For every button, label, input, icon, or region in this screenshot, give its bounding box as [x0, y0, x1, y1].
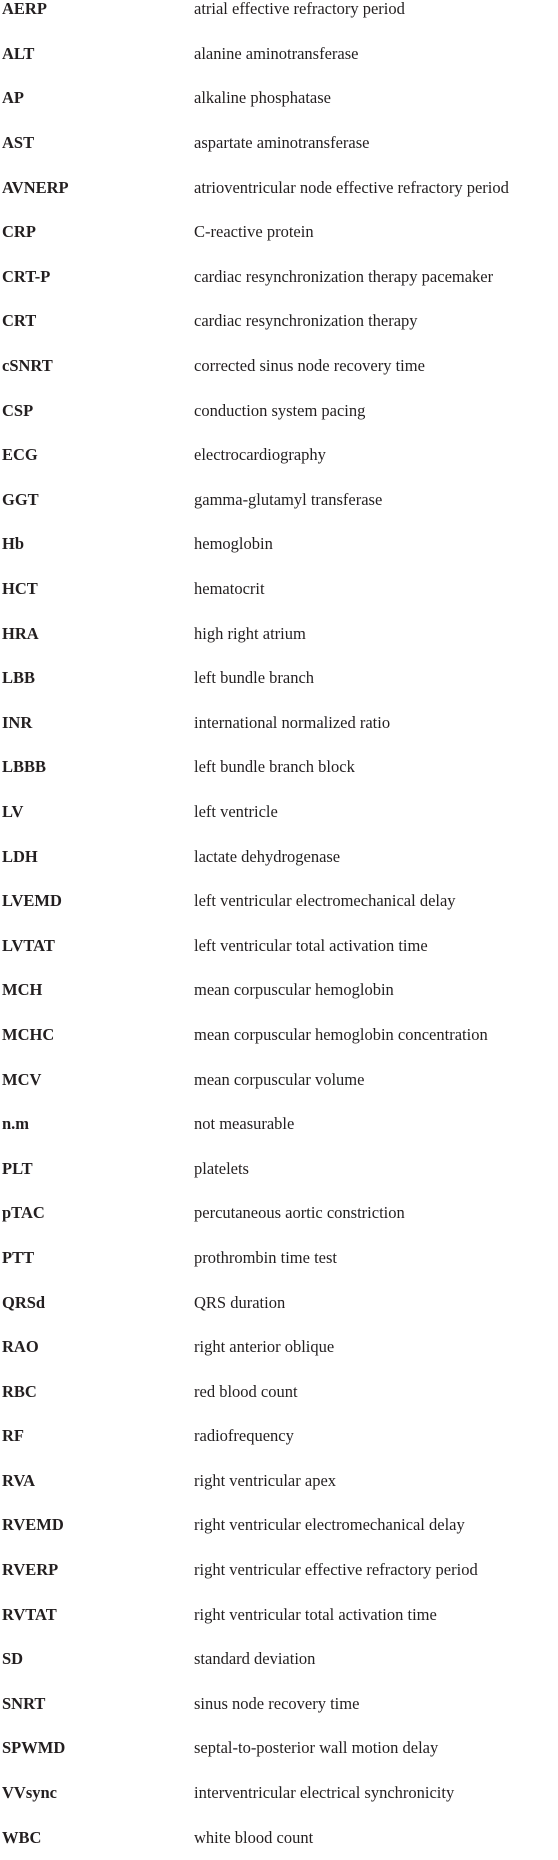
- abbreviation-term: MCH: [2, 980, 43, 1000]
- abbreviation-term: LDH: [2, 846, 38, 866]
- abbreviation-row: [0, 1414, 558, 1459]
- abbreviation-row: [0, 790, 558, 835]
- abbreviation-definition: interventricular electrical synchronicity: [194, 1783, 455, 1803]
- abbreviation-term: AST: [2, 133, 35, 153]
- abbreviation-term: AERP: [2, 0, 47, 19]
- abbreviation-definition: C-reactive protein: [194, 222, 314, 242]
- abbreviation-term: ECG: [2, 445, 38, 465]
- abbreviation-term: Hb: [2, 534, 25, 554]
- abbreviation-row: [0, 1146, 558, 1191]
- abbreviation-term: PLT: [2, 1158, 33, 1178]
- abbreviation-definition: red blood count: [194, 1381, 298, 1401]
- abbreviation-row: [0, 611, 558, 656]
- abbreviation-definition: atrial effective refractory period: [194, 0, 405, 19]
- abbreviation-definition: left bundle branch block: [194, 757, 355, 777]
- abbreviation-term: CRT: [2, 311, 37, 331]
- abbreviation-definition: hematocrit: [194, 579, 265, 599]
- abbreviation-term: RAO: [2, 1337, 39, 1357]
- abbreviation-row: [0, 299, 558, 344]
- abbreviation-row: [0, 879, 558, 924]
- abbreviation-definition: mean corpuscular volume: [194, 1069, 365, 1089]
- abbreviation-definition: standard deviation: [194, 1649, 316, 1669]
- abbreviation-term: AVNERP: [2, 177, 69, 197]
- abbreviation-definition: percutaneous aortic constriction: [194, 1203, 405, 1223]
- abbreviation-definition: right ventricular apex: [194, 1470, 337, 1490]
- abbreviation-row: [0, 1280, 558, 1325]
- abbreviation-row: [0, 478, 558, 523]
- abbreviation-row: [0, 388, 558, 433]
- abbreviation-row: [0, 522, 558, 567]
- abbreviation-term: LBB: [2, 668, 36, 688]
- abbreviation-definition: left ventricle: [194, 801, 278, 821]
- abbreviation-definition: QRS duration: [194, 1292, 286, 1312]
- abbreviation-row: [0, 210, 558, 255]
- abbreviation-row: [0, 1637, 558, 1682]
- abbreviation-row: [0, 1592, 558, 1637]
- abbreviation-row: [0, 32, 558, 77]
- abbreviation-definition: international normalized ratio: [194, 712, 391, 732]
- abbreviation-definition: white blood count: [194, 1827, 314, 1847]
- abbreviation-definition: radiofrequency: [194, 1426, 294, 1446]
- abbreviation-term: SNRT: [2, 1693, 46, 1713]
- abbreviation-term: VVsync: [2, 1783, 58, 1803]
- abbreviation-definition: alkaline phosphatase: [194, 88, 331, 108]
- abbreviation-row: [0, 968, 558, 1013]
- abbreviation-term: n.m: [2, 1114, 30, 1134]
- abbreviation-row: [0, 1459, 558, 1504]
- abbreviation-definition: corrected sinus node recovery time: [194, 356, 425, 376]
- abbreviation-definition: septal-to-posterior wall motion delay: [194, 1738, 439, 1758]
- abbreviation-term: GGT: [2, 489, 39, 509]
- abbreviation-term: MCV: [2, 1069, 42, 1089]
- abbreviation-definition: right ventricular electromechanical delay: [194, 1515, 465, 1535]
- abbreviation-term: cSNRT: [2, 356, 53, 376]
- abbreviation-row: [0, 656, 558, 701]
- abbreviation-row: [0, 76, 558, 121]
- abbreviation-term: LBBB: [2, 757, 47, 777]
- abbreviation-row: [0, 1682, 558, 1727]
- abbreviation-definition: right ventricular total activation time: [194, 1604, 437, 1624]
- abbreviation-term: MCHC: [2, 1024, 55, 1044]
- abbreviation-row: [0, 1057, 558, 1102]
- abbreviation-definition: aspartate aminotransferase: [194, 133, 370, 153]
- abbreviation-row: [0, 745, 558, 790]
- abbreviation-row: [0, 1013, 558, 1058]
- abbreviation-row: [0, 1503, 558, 1548]
- abbreviation-term: RF: [2, 1426, 24, 1446]
- abbreviation-definition: cardiac resynchronization therapy pacemaker: [194, 266, 494, 286]
- abbreviation-row: [0, 1369, 558, 1414]
- abbreviation-term: AP: [2, 88, 24, 108]
- abbreviation-definition: right anterior oblique: [194, 1337, 335, 1357]
- abbreviation-term: RVERP: [2, 1560, 59, 1580]
- abbreviation-definition: atrioventricular node effective refractory period: [194, 177, 509, 197]
- abbreviation-row: [0, 1726, 558, 1771]
- abbreviation-term: CRP: [2, 222, 36, 242]
- abbreviation-row: [0, 1771, 558, 1816]
- abbreviation-term: HRA: [2, 623, 39, 643]
- abbreviation-definition: electrocardiography: [194, 445, 326, 465]
- abbreviation-row: [0, 567, 558, 612]
- abbreviation-definition: lactate dehydrogenase: [194, 846, 341, 866]
- abbreviation-row: [0, 344, 558, 389]
- abbreviation-definition: platelets: [194, 1158, 249, 1178]
- abbreviation-term: SPWMD: [2, 1738, 66, 1758]
- abbreviation-definition: high right atrium: [194, 623, 306, 643]
- abbreviation-definition: left bundle branch: [194, 668, 315, 688]
- abbreviation-definition: hemoglobin: [194, 534, 273, 554]
- abbreviation-term: CRT-P: [2, 266, 51, 286]
- abbreviation-term: RBC: [2, 1381, 37, 1401]
- abbreviation-row: [0, 701, 558, 746]
- abbreviation-term: LVTAT: [2, 935, 55, 955]
- abbreviation-definition: mean corpuscular hemoglobin: [194, 980, 394, 1000]
- abbreviation-definition: cardiac resynchronization therapy: [194, 311, 418, 331]
- abbreviation-row: [0, 0, 558, 32]
- abbreviation-definition: gamma-glutamyl transferase: [194, 489, 383, 509]
- abbreviation-definition: left ventricular electromechanical delay: [194, 891, 456, 911]
- abbreviation-term: WBC: [2, 1827, 42, 1847]
- abbreviation-row: [0, 1815, 558, 1860]
- abbreviation-term: RVA: [2, 1470, 36, 1490]
- abbreviation-term: RVTAT: [2, 1604, 57, 1624]
- abbreviation-definition: not measurable: [194, 1114, 295, 1134]
- abbreviation-term: HCT: [2, 579, 38, 599]
- abbreviation-term: SD: [2, 1649, 24, 1669]
- abbreviation-definition: prothrombin time test: [194, 1247, 337, 1267]
- abbreviation-definition: mean corpuscular hemoglobin concentration: [194, 1024, 488, 1044]
- abbreviation-term: INR: [2, 712, 33, 732]
- abbreviation-definition: sinus node recovery time: [194, 1693, 360, 1713]
- abbreviation-row: [0, 1102, 558, 1147]
- abbreviation-row: [0, 121, 558, 166]
- abbreviation-row: [0, 834, 558, 879]
- abbreviation-term: RVEMD: [2, 1515, 64, 1535]
- abbreviation-row: [0, 255, 558, 300]
- abbreviation-definition: right ventricular effective refractory period: [194, 1560, 478, 1580]
- abbreviation-term: ALT: [2, 43, 35, 63]
- abbreviation-row: [0, 1191, 558, 1236]
- abbreviation-row: [0, 1325, 558, 1370]
- abbreviation-definition: left ventricular total activation time: [194, 935, 428, 955]
- abbreviation-term: QRSd: [2, 1292, 46, 1312]
- abbreviation-row: [0, 1236, 558, 1281]
- abbreviation-row: [0, 1548, 558, 1593]
- abbreviation-row: [0, 433, 558, 478]
- abbreviation-row: [0, 165, 558, 210]
- abbreviation-definition: alanine aminotransferase: [194, 43, 359, 63]
- abbreviation-term: pTAC: [2, 1203, 45, 1223]
- abbreviation-term: PTT: [2, 1247, 35, 1267]
- abbreviation-term: CSP: [2, 400, 34, 420]
- abbreviation-definition: conduction system pacing: [194, 400, 366, 420]
- abbreviation-row: [0, 923, 558, 968]
- abbreviation-term: LV: [2, 801, 24, 821]
- abbreviation-term: LVEMD: [2, 891, 62, 911]
